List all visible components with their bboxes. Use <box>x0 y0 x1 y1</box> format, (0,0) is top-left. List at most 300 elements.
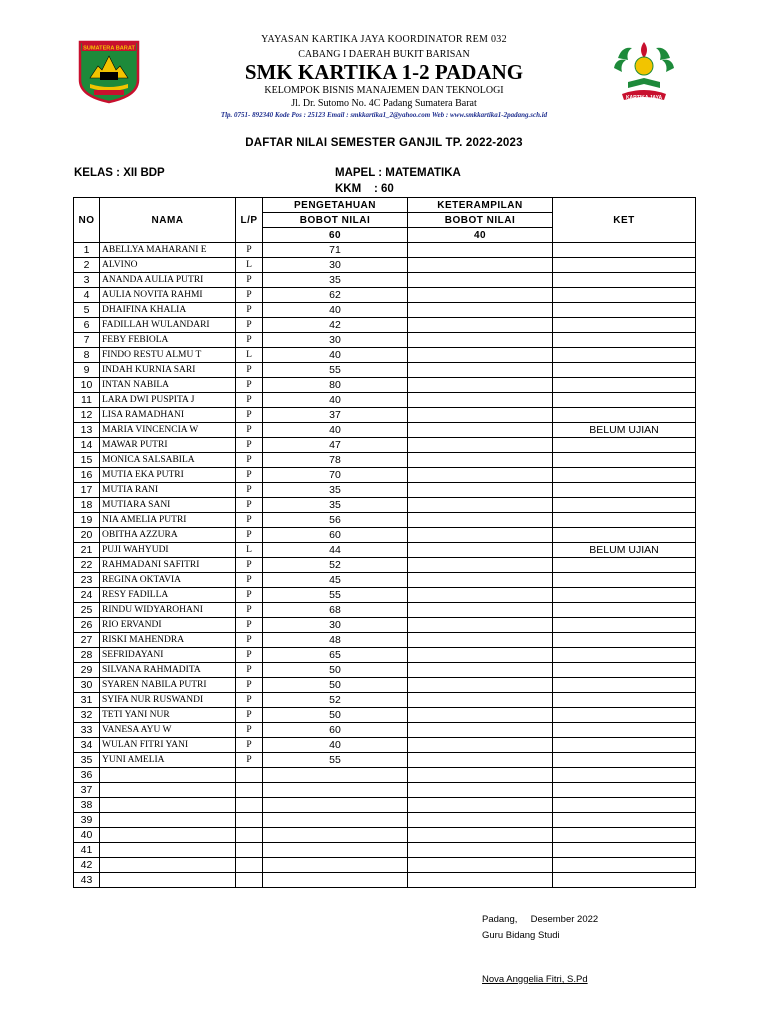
student-name <box>100 828 236 843</box>
remark <box>553 588 696 603</box>
student-gender: L <box>236 348 263 363</box>
table-row <box>74 723 696 738</box>
remark <box>553 333 696 348</box>
remark <box>553 288 696 303</box>
skills-score <box>408 858 553 873</box>
student-name <box>100 768 236 783</box>
row-no: 35 <box>74 753 100 768</box>
header-ket: KET <box>553 198 696 243</box>
student-gender: P <box>236 708 263 723</box>
table-row <box>74 813 696 828</box>
row-no: 12 <box>74 408 100 423</box>
row-no: 18 <box>74 498 100 513</box>
student-name: ABELLYA MAHARANI E <box>100 243 236 258</box>
student-name: FADILLAH WULANDARI <box>100 318 236 333</box>
row-no: 14 <box>74 438 100 453</box>
student-name: AULIA NOVITA RAHMI <box>100 288 236 303</box>
knowledge-score <box>263 798 408 813</box>
student-gender: P <box>236 423 263 438</box>
knowledge-score: 42 <box>263 318 408 333</box>
skills-score <box>408 273 553 288</box>
document-title: DAFTAR NILAI SEMESTER GANJIL TP. 2022-2023 <box>245 137 523 149</box>
knowledge-score: 55 <box>263 588 408 603</box>
knowledge-score: 40 <box>263 348 408 363</box>
knowledge-score: 62 <box>263 288 408 303</box>
table-row <box>74 333 696 348</box>
knowledge-score: 50 <box>263 708 408 723</box>
remark <box>553 723 696 738</box>
remark <box>553 378 696 393</box>
skills-score <box>408 708 553 723</box>
table-row <box>74 843 696 858</box>
table-row <box>74 828 696 843</box>
class-label: KELAS : XII BDP <box>74 167 165 179</box>
table-row <box>74 528 696 543</box>
student-name: FINDO RESTU ALMU T <box>100 348 236 363</box>
skills-score <box>408 318 553 333</box>
student-name: YUNI AMELIA <box>100 753 236 768</box>
table-row <box>74 423 696 438</box>
student-gender: P <box>236 288 263 303</box>
student-gender: L <box>236 543 263 558</box>
header-name: NAMA <box>100 198 236 243</box>
skills-score <box>408 258 553 273</box>
row-no: 36 <box>74 768 100 783</box>
remark <box>553 783 696 798</box>
skills-score <box>408 528 553 543</box>
skills-score <box>408 723 553 738</box>
knowledge-score <box>263 783 408 798</box>
student-gender: P <box>236 438 263 453</box>
student-gender <box>236 858 263 873</box>
knowledge-score: 78 <box>263 453 408 468</box>
svg-text:KARTIKA JAYA: KARTIKA JAYA <box>625 95 663 101</box>
student-name <box>100 798 236 813</box>
remark <box>553 768 696 783</box>
student-gender: P <box>236 738 263 753</box>
student-gender <box>236 768 263 783</box>
table-row <box>74 243 696 258</box>
remark <box>553 813 696 828</box>
student-name: MUTIA EKA PUTRI <box>100 468 236 483</box>
student-name: RAHMADANI SAFITRI <box>100 558 236 573</box>
school-name: SMK KARTIKA 1-2 PADANG <box>244 60 524 84</box>
student-gender: P <box>236 483 263 498</box>
header-skills: KETERAMPILAN <box>408 198 553 213</box>
remark: BELUM UJIAN <box>553 543 696 558</box>
remark <box>553 393 696 408</box>
student-name: LARA DWI PUSPITA J <box>100 393 236 408</box>
knowledge-score: 40 <box>263 303 408 318</box>
remark <box>553 453 696 468</box>
table-row <box>74 618 696 633</box>
knowledge-score: 60 <box>263 528 408 543</box>
skills-score <box>408 423 553 438</box>
row-no: 6 <box>74 318 100 333</box>
table-row <box>74 303 696 318</box>
row-no: 26 <box>74 618 100 633</box>
student-gender: P <box>236 468 263 483</box>
row-no: 21 <box>74 543 100 558</box>
student-name: RIO ERVANDI <box>100 618 236 633</box>
student-name: RESY FADILLA <box>100 588 236 603</box>
student-name: PUJI WAHYUDI <box>100 543 236 558</box>
row-no: 22 <box>74 558 100 573</box>
knowledge-score: 56 <box>263 513 408 528</box>
skills-score <box>408 483 553 498</box>
student-gender <box>236 783 263 798</box>
student-gender: P <box>236 408 263 423</box>
table-row <box>74 783 696 798</box>
table-row <box>74 258 696 273</box>
student-name: RISKI MAHENDRA <box>100 633 236 648</box>
knowledge-score <box>263 873 408 888</box>
knowledge-score: 70 <box>263 468 408 483</box>
row-no: 10 <box>74 378 100 393</box>
svg-text:SUMATERA BARAT: SUMATERA BARAT <box>83 45 135 52</box>
remark <box>553 633 696 648</box>
table-row <box>74 753 696 768</box>
header-knowledge: PENGETAHUAN <box>263 198 408 213</box>
student-gender: P <box>236 453 263 468</box>
student-gender <box>236 813 263 828</box>
knowledge-score: 50 <box>263 663 408 678</box>
knowledge-score: 37 <box>263 408 408 423</box>
skills-score <box>408 678 553 693</box>
skills-score <box>408 468 553 483</box>
skills-score <box>408 663 553 678</box>
skills-score <box>408 558 553 573</box>
student-name: ANANDA AULIA PUTRI <box>100 273 236 288</box>
student-name <box>100 873 236 888</box>
skills-score <box>408 813 553 828</box>
table-row <box>74 363 696 378</box>
skills-score <box>408 843 553 858</box>
knowledge-score: 55 <box>263 363 408 378</box>
table-row <box>74 348 696 363</box>
row-no: 37 <box>74 783 100 798</box>
skills-score <box>408 828 553 843</box>
student-name: REGINA OKTAVIA <box>100 573 236 588</box>
student-gender: P <box>236 573 263 588</box>
skills-score <box>408 363 553 378</box>
remark <box>553 843 696 858</box>
knowledge-score: 80 <box>263 378 408 393</box>
skills-score <box>408 753 553 768</box>
remark <box>553 483 696 498</box>
remark <box>553 558 696 573</box>
knowledge-score <box>263 813 408 828</box>
student-gender: P <box>236 588 263 603</box>
table-row <box>74 798 696 813</box>
student-name <box>100 843 236 858</box>
remark <box>553 348 696 363</box>
table-row <box>74 288 696 303</box>
remark: BELUM UJIAN <box>553 423 696 438</box>
row-no: 15 <box>74 453 100 468</box>
student-gender: P <box>236 363 263 378</box>
student-gender: P <box>236 318 263 333</box>
remark <box>553 573 696 588</box>
knowledge-score: 55 <box>263 753 408 768</box>
row-no: 8 <box>74 348 100 363</box>
student-name: RINDU WIDYAROHANI <box>100 603 236 618</box>
row-no: 33 <box>74 723 100 738</box>
remark <box>553 408 696 423</box>
table-row <box>74 708 696 723</box>
table-row <box>74 468 696 483</box>
branch-name: CABANG I DAERAH BUKIT BARISAN <box>298 49 470 60</box>
student-name <box>100 858 236 873</box>
remark <box>553 753 696 768</box>
knowledge-score: 52 <box>263 558 408 573</box>
student-gender: P <box>236 303 263 318</box>
school-contact: Tlp. 0751- 892340 Kode Pos : 25123 Email : smkkartika1_2@yahoo.com Web : www.smkkartika1-2padang.sch.id <box>220 111 548 119</box>
row-no: 30 <box>74 678 100 693</box>
table-row <box>74 318 696 333</box>
remark <box>553 708 696 723</box>
student-gender: P <box>236 378 263 393</box>
row-no: 16 <box>74 468 100 483</box>
skills-score <box>408 288 553 303</box>
header-lp: L/P <box>236 198 263 243</box>
student-name: MONICA SALSABILA <box>100 453 236 468</box>
student-gender: P <box>236 558 263 573</box>
student-name: DHAIFINA KHALIA <box>100 303 236 318</box>
remark <box>553 318 696 333</box>
skills-score <box>408 348 553 363</box>
skills-score <box>408 393 553 408</box>
student-gender <box>236 798 263 813</box>
header-weight-knowledge-value: 60 <box>263 228 408 243</box>
student-name <box>100 783 236 798</box>
student-gender: P <box>236 393 263 408</box>
skills-score <box>408 588 553 603</box>
knowledge-score <box>263 828 408 843</box>
student-gender: P <box>236 753 263 768</box>
knowledge-score: 60 <box>263 723 408 738</box>
student-name: INDAH KURNIA SARI <box>100 363 236 378</box>
student-gender: P <box>236 513 263 528</box>
row-no: 2 <box>74 258 100 273</box>
student-name: FEBY FEBIOLA <box>100 333 236 348</box>
skills-score <box>408 243 553 258</box>
student-name: MUTIARA SANI <box>100 498 236 513</box>
table-row <box>74 513 696 528</box>
knowledge-score: 40 <box>263 738 408 753</box>
student-gender: P <box>236 693 263 708</box>
student-name: LISA RAMADHANI <box>100 408 236 423</box>
row-no: 31 <box>74 693 100 708</box>
knowledge-score: 45 <box>263 573 408 588</box>
remark <box>553 738 696 753</box>
table-row <box>74 498 696 513</box>
student-gender: P <box>236 243 263 258</box>
student-gender <box>236 873 263 888</box>
remark <box>553 618 696 633</box>
knowledge-score: 35 <box>263 273 408 288</box>
skills-score <box>408 408 553 423</box>
skills-score <box>408 633 553 648</box>
row-no: 40 <box>74 828 100 843</box>
student-name: SILVANA RAHMADITA <box>100 663 236 678</box>
student-gender <box>236 828 263 843</box>
skills-score <box>408 873 553 888</box>
knowledge-score: 30 <box>263 333 408 348</box>
row-no: 7 <box>74 333 100 348</box>
table-row <box>74 768 696 783</box>
skills-score <box>408 513 553 528</box>
remark <box>553 258 696 273</box>
student-name: WULAN FITRI YANI <box>100 738 236 753</box>
student-name: SEFRIDAYANI <box>100 648 236 663</box>
table-row <box>74 588 696 603</box>
table-row <box>74 453 696 468</box>
remark <box>553 513 696 528</box>
row-no: 4 <box>74 288 100 303</box>
row-no: 20 <box>74 528 100 543</box>
row-no: 28 <box>74 648 100 663</box>
row-no: 32 <box>74 708 100 723</box>
table-row <box>74 378 696 393</box>
knowledge-score: 30 <box>263 258 408 273</box>
kkm-label: KKM : 60 <box>335 183 394 195</box>
skills-score <box>408 333 553 348</box>
student-gender: P <box>236 723 263 738</box>
school-address: Jl. Dr. Sutomo No. 4C Padang Sumatera Barat <box>291 98 477 109</box>
knowledge-score: 35 <box>263 483 408 498</box>
skills-score <box>408 303 553 318</box>
student-gender <box>236 843 263 858</box>
student-name: VANESA AYU W <box>100 723 236 738</box>
row-no: 9 <box>74 363 100 378</box>
student-name: MAWAR PUTRI <box>100 438 236 453</box>
remark <box>553 273 696 288</box>
student-name: TETI YANI NUR <box>100 708 236 723</box>
skills-score <box>408 453 553 468</box>
remark <box>553 438 696 453</box>
letterhead <box>0 0 768 130</box>
row-no: 41 <box>74 843 100 858</box>
knowledge-score: 71 <box>263 243 408 258</box>
grades-body <box>74 243 696 888</box>
skills-score <box>408 618 553 633</box>
row-no: 11 <box>74 393 100 408</box>
student-name: MUTIA RANI <box>100 483 236 498</box>
skills-score <box>408 498 553 513</box>
student-name: NIA AMELIA PUTRI <box>100 513 236 528</box>
remark <box>553 678 696 693</box>
skills-score <box>408 693 553 708</box>
row-no: 19 <box>74 513 100 528</box>
remark <box>553 603 696 618</box>
header-no: NO <box>74 198 100 243</box>
knowledge-score <box>263 768 408 783</box>
row-no: 5 <box>74 303 100 318</box>
program-group: KELOMPOK BISNIS MANAJEMEN DAN TEKNOLOGI <box>264 85 504 96</box>
remark <box>553 648 696 663</box>
knowledge-score: 68 <box>263 603 408 618</box>
subject-label: MAPEL : MATEMATIKA <box>335 167 461 179</box>
skills-score <box>408 648 553 663</box>
student-gender: P <box>236 273 263 288</box>
row-no: 24 <box>74 588 100 603</box>
remark <box>553 873 696 888</box>
student-name: INTAN NABILA <box>100 378 236 393</box>
remark <box>553 303 696 318</box>
table-row <box>74 483 696 498</box>
row-no: 17 <box>74 483 100 498</box>
table-row <box>74 393 696 408</box>
knowledge-score: 52 <box>263 693 408 708</box>
student-gender: P <box>236 333 263 348</box>
header-weight-knowledge: BOBOT NILAI <box>263 213 408 228</box>
student-gender: L <box>236 258 263 273</box>
row-no: 3 <box>74 273 100 288</box>
table-row <box>74 543 696 558</box>
skills-score <box>408 543 553 558</box>
skills-score <box>408 573 553 588</box>
skills-score <box>408 603 553 618</box>
table-row <box>74 873 696 888</box>
row-no: 43 <box>74 873 100 888</box>
grades-table <box>73 197 696 888</box>
remark <box>553 363 696 378</box>
teacher-role: Guru Bidang Studi <box>482 930 560 941</box>
knowledge-score: 40 <box>263 393 408 408</box>
skills-score <box>408 738 553 753</box>
table-row <box>74 603 696 618</box>
student-gender: P <box>236 678 263 693</box>
row-no: 25 <box>74 603 100 618</box>
student-name: OBITHA AZZURA <box>100 528 236 543</box>
remark <box>553 693 696 708</box>
remark <box>553 663 696 678</box>
skills-score <box>408 438 553 453</box>
row-no: 38 <box>74 798 100 813</box>
knowledge-score: 30 <box>263 618 408 633</box>
table-row <box>74 633 696 648</box>
row-no: 42 <box>74 858 100 873</box>
teacher-name: Nova Anggelia Fitri, S.Pd <box>482 974 588 985</box>
remark <box>553 858 696 873</box>
table-row <box>74 693 696 708</box>
student-name: SYIFA NUR RUSWANDI <box>100 693 236 708</box>
student-gender: P <box>236 618 263 633</box>
table-row <box>74 408 696 423</box>
row-no: 39 <box>74 813 100 828</box>
place-date: Padang, Desember 2022 <box>482 914 599 925</box>
student-gender: P <box>236 663 263 678</box>
knowledge-score: 35 <box>263 498 408 513</box>
remark <box>553 828 696 843</box>
header-weight-skills-value: 40 <box>408 228 553 243</box>
student-name: SYAREN NABILA PUTRI <box>100 678 236 693</box>
row-no: 27 <box>74 633 100 648</box>
table-row <box>74 858 696 873</box>
student-name <box>100 813 236 828</box>
student-gender: P <box>236 528 263 543</box>
student-name: ALVINO <box>100 258 236 273</box>
table-row <box>74 273 696 288</box>
table-row <box>74 558 696 573</box>
knowledge-score: 65 <box>263 648 408 663</box>
table-row <box>74 438 696 453</box>
row-no: 13 <box>74 423 100 438</box>
row-no: 29 <box>74 663 100 678</box>
remark <box>553 528 696 543</box>
skills-score <box>408 768 553 783</box>
